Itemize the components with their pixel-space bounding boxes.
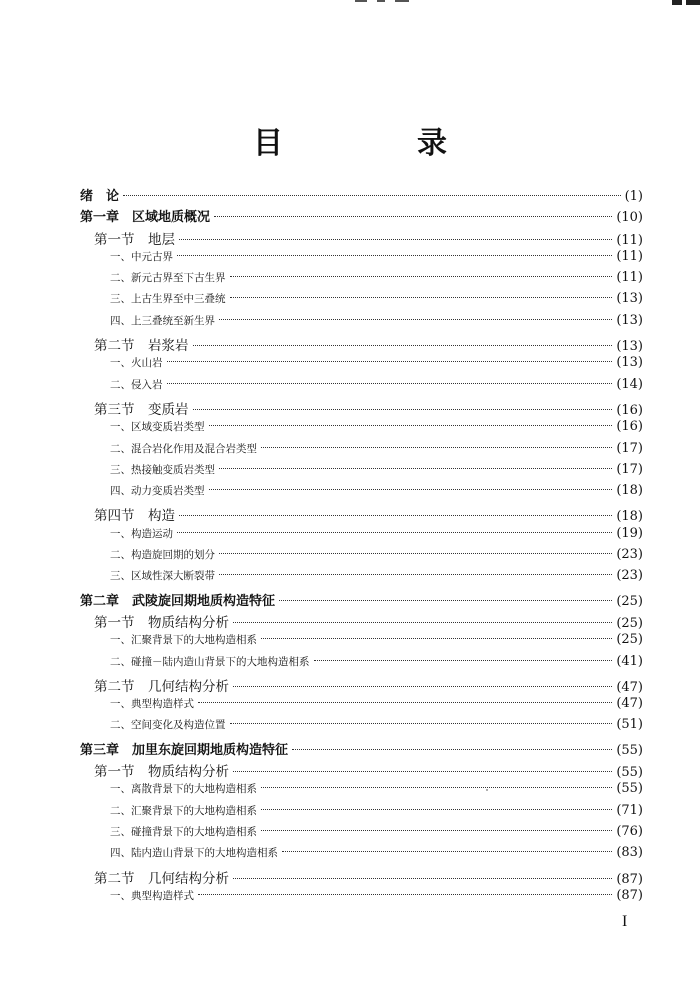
toc-subsection-entry[interactable] [80, 781, 643, 802]
toc-subsection-entry[interactable] [80, 355, 643, 376]
toc-dot-leader [198, 702, 612, 703]
toc-entry-page: (71) [616, 802, 643, 818]
toc-dot-leader [177, 532, 612, 533]
toc-entry-page: (23) [616, 568, 643, 584]
toc-dot-leader [177, 255, 612, 256]
toc-subsection-entry[interactable] [80, 696, 643, 717]
toc-dot-leader [167, 361, 613, 362]
toc-entry-label: 二、汇聚背景下的大地构造相系 [110, 804, 257, 817]
toc-dot-leader [282, 851, 612, 852]
toc-dot-leader [219, 553, 612, 554]
toc-entry-label: 三、区域性深大断裂带 [110, 570, 215, 583]
toc-entry-page: (16) [616, 419, 643, 435]
toc-entry-label: 第一章 区域地质概况 [80, 210, 211, 226]
toc-subsection-entry[interactable] [80, 654, 643, 675]
toc-entry-page: (25) [616, 615, 643, 631]
toc-entry-label: 二、混合岩化作用及混合岩类型 [110, 442, 257, 455]
scan-artifact-top [355, 0, 435, 2]
toc-chapter-entry[interactable] [80, 206, 643, 227]
toc-entry-label: 四、上三叠统至新生界 [110, 314, 215, 327]
toc-chapter-entry[interactable] [80, 590, 643, 611]
toc-entry-page: (14) [616, 376, 643, 392]
toc-entry-label: 第二节 几何结构分析 [94, 678, 229, 695]
toc-dot-leader [233, 686, 612, 687]
toc-section-entry[interactable] [80, 398, 643, 419]
toc-entry-page: (18) [616, 509, 643, 525]
toc-subsection-entry[interactable] [80, 526, 643, 547]
table-of-contents [80, 185, 643, 909]
toc-entry-page: (23) [616, 547, 643, 563]
toc-entry-page: (13) [616, 291, 643, 307]
toc-subsection-entry[interactable] [80, 462, 643, 483]
toc-entry-page: (25) [616, 632, 643, 648]
toc-entry-label: 第一节 物质结构分析 [94, 614, 229, 631]
toc-dot-leader [123, 195, 621, 196]
toc-entry-label: 四、陆内造山背景下的大地构造相系 [110, 847, 278, 860]
toc-dot-leader [209, 489, 613, 490]
toc-entry-page: (55) [616, 781, 643, 797]
toc-entry-label: 绪 论 [80, 189, 120, 204]
toc-subsection-entry[interactable] [80, 717, 643, 738]
toc-subsection-entry[interactable] [80, 249, 643, 270]
toc-subsection-entry[interactable] [80, 483, 643, 504]
scan-speck [486, 789, 488, 791]
toc-entry-label: 第三节 变质岩 [94, 401, 189, 418]
toc-entry-label: 第二节 几何结构分析 [94, 870, 229, 887]
toc-entry-label: 第三章 加里东旋回期地质构造特征 [80, 742, 289, 758]
toc-section-entry[interactable] [80, 867, 643, 888]
toc-subsection-entry[interactable] [80, 419, 643, 440]
toc-entry-label: 一、构造运动 [110, 527, 173, 540]
toc-entry-page: (10) [616, 210, 643, 226]
toc-entry-label: 三、上古生界至中三叠统 [110, 293, 226, 306]
toc-dot-leader [179, 239, 612, 240]
toc-dot-leader [230, 297, 613, 298]
toc-dot-leader [167, 383, 613, 384]
toc-dot-leader [261, 638, 612, 639]
toc-dot-leader [292, 749, 612, 750]
toc-dot-leader [219, 468, 612, 469]
toc-entry-label: 二、侵入岩 [110, 378, 163, 391]
toc-entry-label: 第二章 武陵旋回期地质构造特征 [80, 593, 276, 609]
toc-entry-page: (76) [616, 823, 643, 839]
toc-entry-label: 一、中元古界 [110, 250, 173, 263]
toc-dot-leader [314, 660, 613, 661]
toc-chapter-entry[interactable] [80, 185, 643, 206]
toc-section-entry[interactable] [80, 675, 643, 696]
toc-dot-leader [230, 723, 613, 724]
toc-subsection-entry[interactable] [80, 632, 643, 653]
toc-entry-page: (1) [624, 189, 643, 204]
toc-entry-label: 一、典型构造样式 [110, 889, 194, 902]
toc-entry-label: 一、汇聚背景下的大地构造相系 [110, 634, 257, 647]
toc-entry-page: (55) [616, 742, 643, 758]
toc-subsection-entry[interactable] [80, 377, 643, 398]
toc-section-entry[interactable] [80, 611, 643, 632]
toc-entry-label: 第一节 地层 [94, 231, 175, 248]
toc-entry-page: (83) [616, 845, 643, 861]
toc-entry-label: 二、构造旋回期的划分 [110, 549, 215, 562]
toc-entry-page: (47) [616, 679, 643, 695]
toc-entry-label: 一、火山岩 [110, 357, 163, 370]
toc-entry-page: (16) [616, 402, 643, 418]
toc-entry-page: (87) [616, 871, 643, 887]
toc-subsection-entry[interactable] [80, 803, 643, 824]
toc-entry-page: (17) [616, 440, 643, 456]
toc-entry-label: 一、区域变质岩类型 [110, 421, 205, 434]
toc-subsection-entry[interactable] [80, 270, 643, 291]
toc-dot-leader [233, 622, 612, 623]
toc-entry-label: 二、新元古界至下古生界 [110, 272, 226, 285]
toc-dot-leader [261, 809, 612, 810]
toc-entry-label: 第二节 岩浆岩 [94, 338, 189, 355]
page-number: I [622, 913, 628, 930]
toc-dot-leader [261, 447, 612, 448]
toc-entry-page: (51) [616, 717, 643, 733]
toc-entry-label: 第四节 构造 [94, 508, 175, 525]
toc-subsection-entry[interactable] [80, 291, 643, 312]
toc-entry-page: (19) [616, 525, 643, 541]
toc-dot-leader [219, 319, 612, 320]
toc-entry-page: (13) [616, 355, 643, 371]
toc-section-entry[interactable] [80, 504, 643, 525]
toc-entry-label: 二、空间变化及构造位置 [110, 719, 226, 732]
toc-subsection-entry[interactable] [80, 547, 643, 568]
toc-subsection-entry[interactable] [80, 845, 643, 866]
toc-entry-page: (11) [616, 248, 643, 264]
toc-subsection-entry[interactable] [80, 441, 643, 462]
toc-dot-leader [214, 216, 612, 217]
toc-entry-page: (25) [616, 593, 643, 609]
toc-dot-leader [198, 894, 612, 895]
toc-entry-page: (13) [616, 312, 643, 328]
toc-entry-label: 三、碰撞背景下的大地构造相系 [110, 825, 257, 838]
toc-entry-page: (17) [616, 461, 643, 477]
toc-entry-label: 二、碰撞－陆内造山背景下的大地构造相系 [110, 655, 310, 668]
toc-dot-leader [261, 830, 612, 831]
toc-dot-leader [219, 574, 612, 575]
toc-entry-page: (11) [616, 270, 643, 286]
toc-dot-leader [279, 600, 612, 601]
toc-dot-leader [209, 425, 613, 426]
toc-dot-leader [233, 771, 612, 772]
toc-dot-leader [193, 409, 613, 410]
toc-subsection-entry[interactable] [80, 568, 643, 589]
toc-entry-label: 一、典型构造样式 [110, 698, 194, 711]
toc-dot-leader [179, 515, 612, 516]
toc-section-entry[interactable] [80, 760, 643, 781]
toc-entry-page: (87) [616, 887, 643, 903]
toc-dot-leader [261, 787, 612, 788]
toc-entry-page: (18) [616, 483, 643, 499]
toc-dot-leader [193, 345, 613, 346]
page-title: 目 录 [253, 126, 499, 161]
toc-entry-page: (13) [616, 339, 643, 355]
toc-entry-page: (47) [616, 696, 643, 712]
toc-entry-label: 第一节 物质结构分析 [94, 764, 229, 781]
toc-section-entry[interactable] [80, 228, 643, 249]
toc-entry-page: (41) [616, 653, 643, 669]
scan-artifact-corner [648, 0, 700, 6]
toc-chapter-entry[interactable] [80, 739, 643, 760]
toc-dot-leader [230, 276, 613, 277]
toc-entry-page: (11) [616, 232, 643, 248]
toc-subsection-entry[interactable] [80, 313, 643, 334]
toc-entry-label: 三、热接触变质岩类型 [110, 463, 215, 476]
toc-dot-leader [233, 878, 612, 879]
toc-section-entry[interactable] [80, 334, 643, 355]
toc-entry-page: (55) [616, 765, 643, 781]
toc-subsection-entry[interactable] [80, 824, 643, 845]
toc-entry-label: 一、离散背景下的大地构造相系 [110, 783, 257, 796]
toc-subsection-entry[interactable] [80, 888, 643, 909]
toc-entry-label: 四、动力变质岩类型 [110, 485, 205, 498]
